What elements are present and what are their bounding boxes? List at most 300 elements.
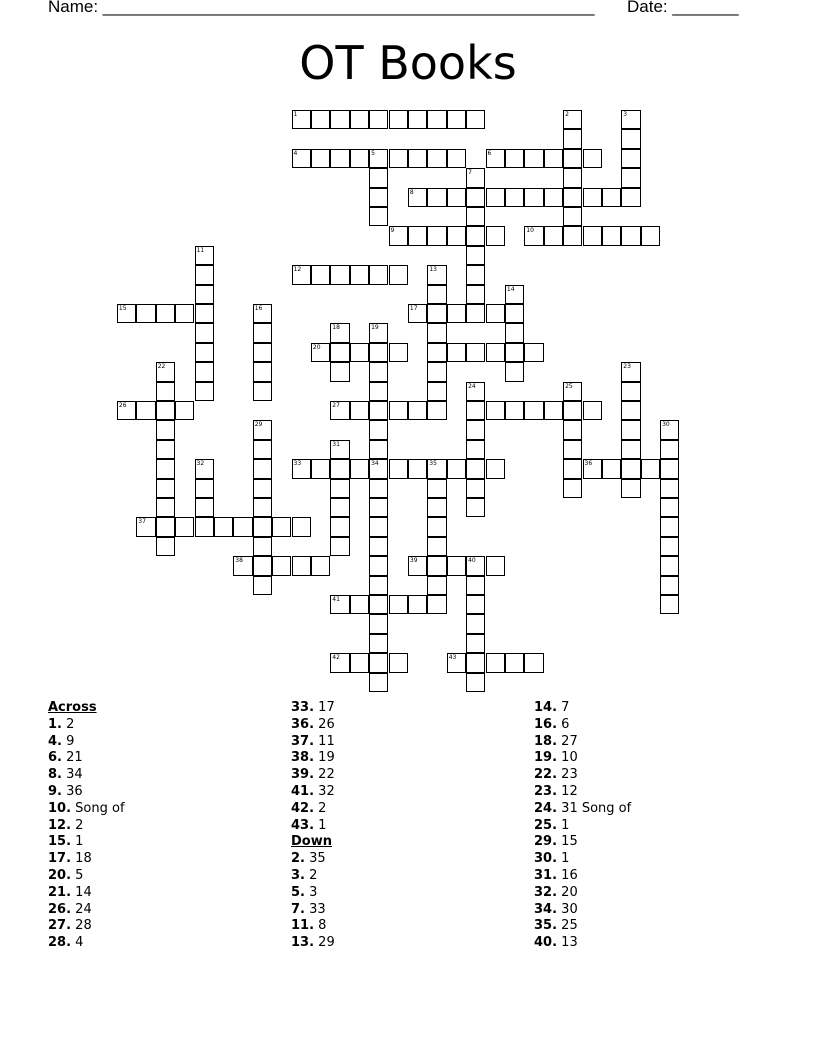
grid-cell[interactable]	[544, 188, 563, 207]
grid-cell[interactable]	[330, 498, 349, 517]
clue-number-label: 38.	[291, 750, 315, 766]
grid-cell[interactable]	[466, 498, 485, 517]
grid-cell[interactable]	[156, 420, 175, 439]
grid-cell[interactable]	[621, 362, 640, 381]
grid-cell[interactable]	[330, 362, 349, 381]
clue-number-label: 28.	[48, 935, 72, 951]
grid-cell[interactable]	[505, 149, 524, 168]
grid-cell[interactable]	[505, 401, 524, 420]
grid-cell[interactable]	[466, 595, 485, 614]
grid-cell[interactable]	[447, 226, 466, 245]
grid-cell[interactable]	[156, 479, 175, 498]
grid-cell[interactable]	[447, 110, 466, 129]
grid-cell[interactable]	[427, 556, 446, 575]
grid-cell[interactable]	[272, 556, 291, 575]
grid-cell[interactable]	[427, 304, 446, 323]
grid-cell[interactable]	[563, 129, 582, 148]
grid-cell[interactable]	[427, 479, 446, 498]
grid-cell[interactable]	[524, 653, 543, 672]
clue-number: 10	[526, 227, 534, 235]
grid-cell[interactable]	[330, 401, 349, 420]
grid-cell[interactable]	[660, 479, 679, 498]
grid-cell[interactable]	[389, 401, 408, 420]
clue-item	[291, 767, 335, 784]
grid-cell[interactable]	[621, 479, 640, 498]
grid-cell[interactable]	[369, 110, 388, 129]
grid-cell[interactable]	[195, 343, 214, 362]
grid-cell[interactable]	[660, 556, 679, 575]
clue-number: 23	[623, 363, 631, 371]
grid-cell[interactable]	[253, 576, 272, 595]
clue-number: 43	[448, 654, 457, 662]
grid-cell[interactable]	[369, 614, 388, 633]
grid-cell[interactable]	[195, 265, 214, 284]
clue-text: 9	[66, 733, 75, 749]
grid-cell[interactable]	[311, 556, 330, 575]
grid-cell[interactable]	[486, 149, 505, 168]
grid-cell[interactable]	[486, 304, 505, 323]
grid-cell[interactable]	[330, 537, 349, 556]
grid-cell[interactable]	[563, 168, 582, 187]
clue-text: 34	[66, 767, 83, 783]
grid-cell[interactable]	[117, 401, 136, 420]
grid-cell[interactable]	[389, 149, 408, 168]
grid-cell[interactable]	[369, 149, 388, 168]
grid-cell[interactable]	[369, 498, 388, 517]
grid-cell[interactable]	[427, 265, 446, 284]
grid-cell[interactable]	[389, 110, 408, 129]
grid-cell[interactable]	[117, 304, 136, 323]
clue-item	[534, 851, 631, 868]
grid-cell[interactable]	[602, 188, 621, 207]
grid-cell[interactable]	[369, 595, 388, 614]
grid-cell[interactable]	[583, 149, 602, 168]
grid-cell[interactable]	[369, 362, 388, 381]
clue-number-label: 12.	[48, 817, 72, 833]
grid-cell[interactable]	[466, 226, 485, 245]
clue-item	[48, 734, 125, 751]
clue-number-label: 24.	[534, 800, 558, 816]
grid-cell[interactable]	[505, 362, 524, 381]
clue-item	[291, 750, 335, 767]
grid-cell[interactable]	[486, 226, 505, 245]
grid-cell[interactable]	[156, 382, 175, 401]
clue-number-label: 35.	[534, 918, 558, 934]
clue-number-label: 33.	[291, 700, 315, 715]
grid-cell[interactable]	[175, 304, 194, 323]
grid-cell[interactable]	[292, 149, 311, 168]
grid-cell[interactable]	[505, 304, 524, 323]
grid-cell[interactable]	[408, 459, 427, 478]
grid-cell[interactable]	[621, 168, 640, 187]
grid-cell[interactable]	[156, 517, 175, 536]
grid-cell[interactable]	[369, 188, 388, 207]
clue-number: 31	[332, 440, 340, 448]
grid-cell[interactable]	[369, 207, 388, 226]
grid-cell[interactable]	[466, 265, 485, 284]
grid-cell[interactable]	[311, 265, 330, 284]
grid-cell[interactable]	[466, 188, 485, 207]
grid-cell[interactable]	[427, 149, 446, 168]
grid-cell[interactable]	[427, 576, 446, 595]
grid-cell[interactable]	[621, 149, 640, 168]
grid-cell[interactable]	[466, 382, 485, 401]
grid-cell[interactable]	[156, 459, 175, 478]
grid-cell[interactable]	[660, 537, 679, 556]
clue-number-label: 5.	[291, 884, 305, 900]
grid-cell[interactable]	[330, 440, 349, 459]
grid-cell[interactable]	[641, 226, 660, 245]
grid-cell[interactable]	[563, 382, 582, 401]
grid-cell[interactable]	[369, 265, 388, 284]
grid-cell[interactable]	[408, 110, 427, 129]
grid-cell[interactable]	[466, 343, 485, 362]
grid-cell[interactable]	[447, 188, 466, 207]
grid-cell[interactable]	[408, 556, 427, 575]
grid-cell[interactable]	[466, 556, 485, 575]
grid-cell[interactable]	[350, 149, 369, 168]
grid-cell[interactable]	[602, 459, 621, 478]
clue-text: 35	[309, 851, 326, 867]
grid-cell[interactable]	[621, 129, 640, 148]
grid-cell[interactable]	[524, 149, 543, 168]
grid-cell[interactable]	[641, 459, 660, 478]
grid-cell[interactable]	[292, 556, 311, 575]
grid-cell[interactable]	[369, 673, 388, 692]
grid-cell[interactable]	[408, 595, 427, 614]
grid-cell[interactable]	[427, 285, 446, 304]
grid-cell[interactable]	[195, 285, 214, 304]
grid-cell[interactable]	[427, 517, 446, 536]
grid-cell[interactable]	[447, 459, 466, 478]
clue-number: 41	[332, 596, 340, 603]
grid-cell[interactable]	[447, 653, 466, 672]
grid-cell[interactable]	[389, 265, 408, 284]
grid-cell[interactable]	[466, 168, 485, 187]
grid-cell[interactable]	[350, 401, 369, 420]
clue-number: 2	[565, 111, 569, 118]
grid-cell[interactable]	[466, 401, 485, 420]
grid-cell[interactable]	[408, 401, 427, 420]
grid-cell[interactable]	[311, 149, 330, 168]
grid-cell[interactable]	[408, 149, 427, 168]
grid-cell[interactable]	[156, 304, 175, 323]
grid-cell[interactable]	[350, 653, 369, 672]
grid-cell[interactable]	[330, 110, 349, 129]
grid-cell[interactable]	[369, 168, 388, 187]
grid-cell[interactable]	[563, 110, 582, 129]
clue-number: 14	[506, 285, 515, 293]
grid-cell[interactable]	[195, 498, 214, 517]
grid-cell[interactable]	[253, 517, 272, 536]
grid-cell[interactable]	[369, 440, 388, 459]
grid-cell[interactable]	[369, 576, 388, 595]
grid-cell[interactable]	[621, 440, 640, 459]
grid-cell[interactable]	[621, 382, 640, 401]
clue-number-label: 17.	[48, 851, 72, 867]
grid-cell[interactable]	[621, 110, 640, 129]
grid-cell[interactable]	[466, 653, 485, 672]
grid-cell[interactable]	[447, 149, 466, 168]
grid-cell[interactable]	[466, 246, 485, 265]
grid-cell[interactable]	[563, 479, 582, 498]
grid-cell[interactable]	[583, 188, 602, 207]
grid-cell[interactable]	[486, 653, 505, 672]
grid-cell[interactable]	[389, 595, 408, 614]
grid-cell[interactable]	[427, 226, 446, 245]
grid-cell[interactable]	[214, 517, 233, 536]
grid-cell[interactable]	[350, 343, 369, 362]
grid-cell[interactable]	[466, 459, 485, 478]
grid-cell[interactable]	[195, 362, 214, 381]
grid-cell[interactable]	[621, 401, 640, 420]
grid-cell[interactable]	[486, 401, 505, 420]
grid-cell[interactable]	[447, 304, 466, 323]
clue-item	[48, 851, 125, 868]
grid-cell[interactable]	[369, 517, 388, 536]
grid-cell[interactable]	[408, 304, 427, 323]
grid-cell[interactable]	[350, 459, 369, 478]
grid-cell[interactable]	[311, 110, 330, 129]
clue-number-label: 8.	[48, 767, 62, 783]
clue-number-label: 14.	[534, 700, 558, 715]
clue-text: 30	[561, 901, 578, 917]
grid-cell[interactable]	[544, 226, 563, 245]
grid-cell[interactable]	[583, 401, 602, 420]
grid-cell[interactable]	[389, 226, 408, 245]
grid-cell[interactable]	[272, 517, 291, 536]
grid-cell[interactable]	[427, 382, 446, 401]
grid-cell[interactable]	[621, 226, 640, 245]
grid-cell[interactable]	[369, 343, 388, 362]
grid-cell[interactable]	[253, 382, 272, 401]
grid-cell[interactable]	[660, 517, 679, 536]
grid-cell[interactable]	[563, 459, 582, 478]
grid-cell[interactable]	[486, 459, 505, 478]
grid-cell[interactable]	[660, 440, 679, 459]
grid-cell[interactable]	[563, 440, 582, 459]
grid-cell[interactable]	[156, 401, 175, 420]
grid-cell[interactable]	[466, 440, 485, 459]
grid-cell[interactable]	[253, 479, 272, 498]
grid-cell[interactable]	[389, 343, 408, 362]
grid-cell[interactable]	[583, 226, 602, 245]
grid-cell[interactable]	[427, 343, 446, 362]
grid-cell[interactable]	[427, 401, 446, 420]
grid-cell[interactable]	[156, 498, 175, 517]
grid-cell[interactable]	[427, 537, 446, 556]
grid-cell[interactable]	[369, 634, 388, 653]
grid-cell[interactable]	[369, 537, 388, 556]
grid-cell[interactable]	[524, 226, 543, 245]
grid-cell[interactable]	[369, 401, 388, 420]
grid-cell[interactable]	[330, 595, 349, 614]
grid-cell[interactable]	[544, 149, 563, 168]
grid-cell[interactable]	[292, 265, 311, 284]
grid-cell[interactable]	[330, 149, 349, 168]
grid-cell[interactable]	[427, 323, 446, 342]
grid-cell[interactable]	[175, 401, 194, 420]
clue-number-label: 22.	[534, 767, 558, 783]
grid-cell[interactable]	[427, 188, 446, 207]
grid-cell[interactable]	[195, 459, 214, 478]
grid-cell[interactable]	[233, 556, 252, 575]
grid-cell[interactable]	[292, 110, 311, 129]
grid-cell[interactable]	[466, 673, 485, 692]
grid-cell[interactable]	[505, 323, 524, 342]
grid-cell[interactable]	[369, 479, 388, 498]
grid-cell[interactable]	[156, 362, 175, 381]
grid-cell[interactable]	[389, 653, 408, 672]
grid-cell[interactable]	[660, 576, 679, 595]
grid-cell[interactable]	[486, 188, 505, 207]
grid-cell[interactable]	[330, 265, 349, 284]
clue-number-label: 9.	[48, 783, 62, 799]
grid-cell[interactable]	[292, 459, 311, 478]
clue-text: 2	[309, 867, 318, 883]
grid-cell[interactable]	[427, 459, 446, 478]
date-field[interactable]: Date: _______	[627, 0, 739, 16]
clue-text: 1	[561, 851, 570, 867]
grid-cell[interactable]	[330, 479, 349, 498]
grid-cell[interactable]	[621, 188, 640, 207]
grid-cell[interactable]	[253, 498, 272, 517]
grid-cell[interactable]	[583, 459, 602, 478]
grid-cell[interactable]	[195, 479, 214, 498]
grid-cell[interactable]	[330, 459, 349, 478]
grid-cell[interactable]	[466, 285, 485, 304]
grid-cell[interactable]	[524, 343, 543, 362]
grid-cell[interactable]	[253, 362, 272, 381]
grid-cell[interactable]	[524, 188, 543, 207]
grid-cell[interactable]	[505, 343, 524, 362]
name-field[interactable]: Name: ____________________________________________________	[48, 0, 595, 16]
grid-cell[interactable]	[389, 459, 408, 478]
grid-cell[interactable]	[427, 498, 446, 517]
grid-cell[interactable]	[175, 517, 194, 536]
grid-cell[interactable]	[447, 343, 466, 362]
grid-cell[interactable]	[505, 653, 524, 672]
grid-cell[interactable]	[466, 207, 485, 226]
grid-cell[interactable]	[136, 304, 155, 323]
grid-cell[interactable]	[369, 382, 388, 401]
grid-cell[interactable]	[466, 576, 485, 595]
grid-cell[interactable]	[136, 517, 155, 536]
grid-cell[interactable]	[292, 517, 311, 536]
grid-cell[interactable]	[660, 459, 679, 478]
grid-cell[interactable]	[369, 323, 388, 342]
grid-cell[interactable]	[466, 304, 485, 323]
grid-cell[interactable]	[563, 188, 582, 207]
clue-number-label: 39.	[291, 767, 315, 783]
clue-text: 3	[309, 884, 318, 900]
grid-cell[interactable]	[466, 110, 485, 129]
clue-number-label: 29.	[534, 834, 558, 850]
clue-number: 19	[371, 324, 379, 332]
grid-cell[interactable]	[427, 595, 446, 614]
grid-cell[interactable]	[156, 440, 175, 459]
grid-cell[interactable]	[660, 498, 679, 517]
grid-cell[interactable]	[447, 556, 466, 575]
grid-cell[interactable]	[563, 149, 582, 168]
grid-cell[interactable]	[253, 304, 272, 323]
grid-cell[interactable]	[330, 343, 349, 362]
grid-cell[interactable]	[563, 226, 582, 245]
grid-cell[interactable]	[369, 459, 388, 478]
grid-cell[interactable]	[369, 653, 388, 672]
grid-cell[interactable]	[544, 401, 563, 420]
grid-cell[interactable]	[350, 110, 369, 129]
grid-cell[interactable]	[466, 420, 485, 439]
grid-cell[interactable]	[621, 459, 640, 478]
grid-cell[interactable]	[563, 207, 582, 226]
grid-cell[interactable]	[408, 226, 427, 245]
grid-cell[interactable]	[524, 401, 543, 420]
grid-cell[interactable]	[253, 459, 272, 478]
grid-cell[interactable]	[350, 595, 369, 614]
grid-cell[interactable]	[253, 420, 272, 439]
clue-item	[291, 717, 335, 734]
grid-cell[interactable]	[311, 459, 330, 478]
clue-text: Song of	[75, 800, 125, 816]
grid-cell[interactable]	[466, 479, 485, 498]
clue-text: 28	[75, 918, 92, 934]
grid-cell[interactable]	[136, 401, 155, 420]
grid-cell[interactable]	[330, 653, 349, 672]
grid-cell[interactable]	[195, 304, 214, 323]
clue-number: 4	[293, 149, 298, 157]
grid-cell[interactable]	[195, 517, 214, 536]
grid-cell[interactable]	[408, 188, 427, 207]
grid-cell[interactable]	[253, 323, 272, 342]
grid-cell[interactable]	[156, 537, 175, 556]
grid-cell[interactable]	[660, 420, 679, 439]
grid-cell[interactable]	[563, 401, 582, 420]
grid-cell[interactable]	[427, 362, 446, 381]
grid-cell[interactable]	[466, 634, 485, 653]
grid-cell[interactable]	[505, 188, 524, 207]
grid-cell[interactable]	[253, 343, 272, 362]
grid-cell[interactable]	[602, 226, 621, 245]
grid-cell[interactable]	[660, 595, 679, 614]
clue-number-label: 41.	[291, 783, 315, 799]
clue-number: 6	[487, 149, 492, 157]
grid-cell[interactable]	[195, 246, 214, 265]
grid-cell[interactable]	[253, 440, 272, 459]
grid-cell[interactable]	[427, 110, 446, 129]
grid-cell[interactable]	[330, 323, 349, 342]
grid-cell[interactable]	[563, 420, 582, 439]
section-heading: Down	[291, 834, 332, 850]
clue-number: 34	[371, 460, 379, 468]
grid-cell[interactable]	[486, 343, 505, 362]
grid-cell[interactable]	[350, 265, 369, 284]
grid-cell[interactable]	[330, 517, 349, 536]
grid-cell[interactable]	[369, 420, 388, 439]
grid-cell[interactable]	[253, 537, 272, 556]
grid-cell[interactable]	[233, 517, 252, 536]
grid-cell[interactable]	[253, 556, 272, 575]
clue-text: 5	[75, 867, 84, 883]
grid-cell[interactable]	[195, 323, 214, 342]
grid-cell[interactable]	[369, 556, 388, 575]
grid-cell[interactable]	[486, 556, 505, 575]
grid-cell[interactable]	[466, 614, 485, 633]
grid-cell[interactable]	[621, 420, 640, 439]
grid-cell[interactable]	[311, 343, 330, 362]
grid-cell[interactable]	[195, 382, 214, 401]
grid-cell[interactable]	[505, 285, 524, 304]
